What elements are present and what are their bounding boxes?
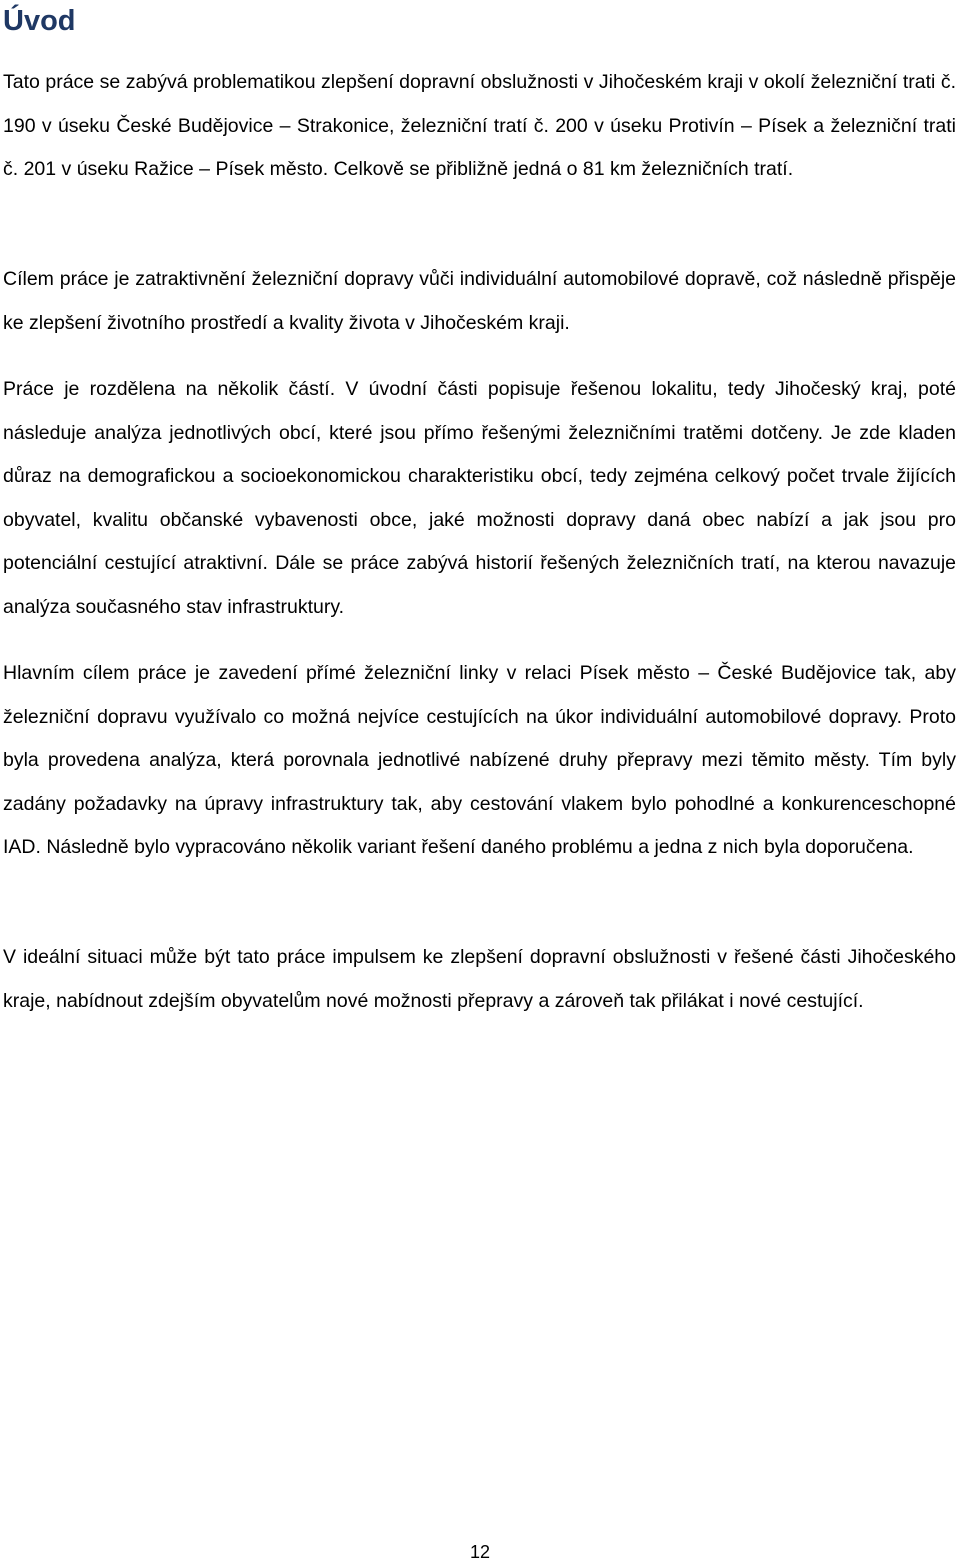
page-number: 12 (469, 1542, 491, 1562)
paragraph-intro: Tato práce se zabývá problematikou zlepšení dopravní obslužnosti v Jihočeském kraji v okolí železniční trati č. 190 v úseku České Budějovice – Strakonice, železniční tratí č. 200 v úseku Protivín – Písek a železniční trati č. 201 v úseku Ražice – Písek město. Celkově se přibližně jedná o 81 km železničních tratí. (3, 71, 956, 181)
paragraph-main-goal: Hlavním cílem práce je zavedení přímé železniční linky v relaci Písek město – České Budějovice tak, aby železniční dopravu využívalo co možná nejvíce cestujících na úkor individuální automobilové dopravy. Proto byla provedena analýza, která porovnala jednotlivé nabízené druhy přepravy mezi těmito městy. Tím byly zadány požadavky na úpravy infrastruktury tak, aby cestování vlakem bylo pohodlné a konkurenceschopné IAD. Následně bylo vypracováno několik variant řešení daného problému a jedna z nich byla doporučena. (3, 662, 956, 859)
paragraph-conclusion: V ideální situaci může být tato práce impulsem ke zlepšení dopravní obslužnosti v řešené části Jihočeského kraje, nabídnout zdejším obyvatelům nové možnosti přepravy a zároveň tak přilákat i nové cestující. (3, 946, 956, 1012)
paragraph-goal: Cílem práce je zatraktivnění železniční dopravy vůči individuální automobilové dopravě, což následně přispěje ke zlepšení životního prostředí a kvality života v Jihočeském kraji. (3, 268, 956, 334)
paragraph-structure: Práce je rozdělena na několik částí. V úvodní části popisuje řešenou lokalitu, tedy Jihočeský kraj, poté následuje analýza jednotlivých obcí, které jsou přímo řešenými železničními tratěmi dotčeny. Je zde kladen důraz na demografickou a socioekonomickou charakteristiku obcí, tedy zejména celkový počet trvale žijících obyvatel, kvalitu občanské vybavenosti obce, jaké možnosti dopravy daná obec nabízí a jak jsou pro potenciální cestující atraktivní. Dále se práce zabývá historií řešených železničních tratí, na kterou navazuje analýza současného stav infrastruktury. (3, 378, 956, 618)
section-heading: Úvod (3, 5, 76, 37)
